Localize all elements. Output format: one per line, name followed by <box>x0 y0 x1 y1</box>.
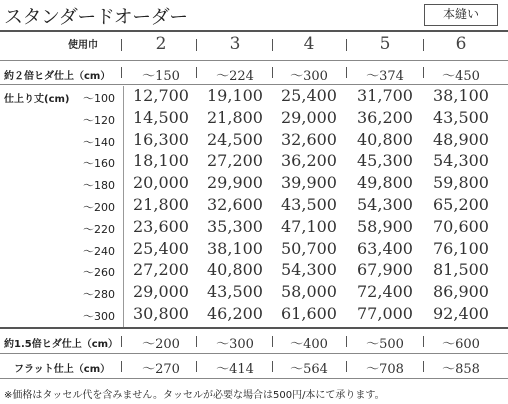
column-separator <box>196 67 197 78</box>
price-cell-5: 48,900 <box>433 130 489 149</box>
price-cell-5: 70,600 <box>433 217 489 236</box>
column-separator <box>121 67 122 78</box>
price-cell-4: 31,700 <box>357 86 413 105</box>
fold-2x-cell-4: ～374 <box>366 69 404 84</box>
flat-cell-2: ～414 <box>216 362 254 377</box>
table-top-rule <box>0 30 508 32</box>
column-separator <box>423 361 424 372</box>
price-cell-3: 32,600 <box>281 130 337 149</box>
price-cell-5: 65,200 <box>433 195 489 214</box>
fold-2x-cell-2: ～224 <box>216 69 254 84</box>
price-cell-2: 27,200 <box>207 151 263 170</box>
fold-2x-cell-3: ～300 <box>290 69 328 84</box>
price-cell-2: 43,500 <box>207 282 263 301</box>
price-cell-4: 77,000 <box>357 304 413 323</box>
finished-height-label: 仕上り丈(cm) <box>4 94 70 105</box>
price-cell-4: 67,900 <box>357 260 413 279</box>
price-cell-2: 19,100 <box>207 86 263 105</box>
price-cell-1: 16,300 <box>133 130 189 149</box>
price-cell-1: 25,400 <box>133 239 189 258</box>
fold-15x-cell-5: ～600 <box>442 337 480 352</box>
width-header-cell-4: 5 <box>379 34 391 54</box>
price-cell-2: 21,800 <box>207 108 263 127</box>
column-separator <box>423 39 424 51</box>
column-separator <box>272 39 273 51</box>
price-cell-4: 45,300 <box>357 151 413 170</box>
price-cell-4: 36,200 <box>357 108 413 127</box>
fold-2x-cell-1: ～150 <box>142 69 180 84</box>
price-cell-5: 59,800 <box>433 173 489 192</box>
flat-cell-3: ～564 <box>290 362 328 377</box>
price-cell-1: 30,800 <box>133 304 189 323</box>
price-cell-3: 58,000 <box>281 282 337 301</box>
price-cell-3: 39,900 <box>281 173 337 192</box>
height-range-label: ～200 <box>83 201 115 214</box>
width-header-cell-2: 3 <box>229 34 241 54</box>
fold-2x-cell-5: ～450 <box>442 69 480 84</box>
fold-2x-rule <box>0 84 508 85</box>
price-cell-1: 14,500 <box>133 108 189 127</box>
flat-label: フラット仕上（cm） <box>14 364 111 375</box>
fold-15x-cell-3: ～400 <box>290 337 328 352</box>
price-cell-5: 92,400 <box>433 304 489 323</box>
price-cell-1: 18,100 <box>133 151 189 170</box>
price-cell-4: 63,400 <box>357 239 413 258</box>
price-cell-3: 29,000 <box>281 108 337 127</box>
price-cell-3: 47,100 <box>281 217 337 236</box>
price-cell-2: 40,800 <box>207 260 263 279</box>
price-cell-2: 32,600 <box>207 195 263 214</box>
price-cell-1: 21,800 <box>133 195 189 214</box>
fold-2x-label: 約２倍ヒダ仕上（cm） <box>4 71 111 82</box>
price-cell-2: 29,900 <box>207 173 263 192</box>
price-cell-1: 29,000 <box>133 282 189 301</box>
header-rule <box>0 60 508 61</box>
height-range-label: ～120 <box>83 114 115 127</box>
price-cell-4: 54,300 <box>357 195 413 214</box>
width-header-cell-5: 6 <box>455 34 467 54</box>
column-separator <box>121 39 122 51</box>
column-separator <box>272 336 273 347</box>
width-header-label: 使用巾 <box>68 40 98 51</box>
height-range-label: ～100 <box>83 92 115 105</box>
price-cell-2: 38,100 <box>207 239 263 258</box>
price-cell-5: 43,500 <box>433 108 489 127</box>
table-bottom-rule <box>0 378 508 379</box>
price-cell-2: 46,200 <box>207 304 263 323</box>
sewing-type-badge: 本縫い <box>424 4 498 26</box>
price-cell-1: 27,200 <box>133 260 189 279</box>
price-cell-5: 76,100 <box>433 239 489 258</box>
height-range-label: ～140 <box>83 136 115 149</box>
price-cell-1: 12,700 <box>133 86 189 105</box>
width-header-cell-3: 4 <box>303 34 315 54</box>
price-cell-3: 54,300 <box>281 260 337 279</box>
flat-cell-5: ～858 <box>442 362 480 377</box>
price-cell-1: 23,600 <box>133 217 189 236</box>
column-separator <box>272 361 273 372</box>
price-cell-5: 38,100 <box>433 86 489 105</box>
footnote: ※価格はタッセル代を含みません。タッセルが必要な場合は500円/本にて承ります。 <box>4 390 385 401</box>
price-cell-4: 40,800 <box>357 130 413 149</box>
price-cell-2: 24,500 <box>207 130 263 149</box>
fold-15x-rule <box>0 353 508 354</box>
price-cell-4: 58,900 <box>357 217 413 236</box>
height-range-label: ～180 <box>83 179 115 192</box>
width-header-cell-1: 2 <box>155 34 167 54</box>
fold-15x-cell-2: ～300 <box>216 337 254 352</box>
column-separator <box>346 361 347 372</box>
column-separator <box>196 336 197 347</box>
price-cell-5: 81,500 <box>433 260 489 279</box>
price-cell-5: 86,900 <box>433 282 489 301</box>
column-separator <box>121 336 122 347</box>
column-separator <box>423 67 424 78</box>
flat-cell-4: ～708 <box>366 362 404 377</box>
column-separator <box>196 39 197 51</box>
height-range-label: ～160 <box>83 157 115 170</box>
column-separator <box>346 67 347 78</box>
height-range-label: ～220 <box>83 223 115 236</box>
price-bottom-rule <box>0 327 508 329</box>
fold-15x-label: 約1.5倍ヒダ仕上（cm） <box>4 339 119 350</box>
price-cell-3: 61,600 <box>281 304 337 323</box>
column-separator <box>346 336 347 347</box>
fold-15x-cell-1: ～200 <box>142 337 180 352</box>
price-cell-3: 36,200 <box>281 151 337 170</box>
column-separator <box>272 67 273 78</box>
column-separator <box>423 336 424 347</box>
column-separator <box>346 39 347 51</box>
price-cell-3: 25,400 <box>281 86 337 105</box>
price-cell-4: 49,800 <box>357 173 413 192</box>
column-separator <box>196 361 197 372</box>
height-range-label: ～280 <box>83 288 115 301</box>
height-range-label: ～240 <box>83 245 115 258</box>
flat-cell-1: ～270 <box>142 362 180 377</box>
column-separator <box>121 361 122 372</box>
price-cell-4: 72,400 <box>357 282 413 301</box>
price-cell-1: 20,000 <box>133 173 189 192</box>
price-cell-2: 35,300 <box>207 217 263 236</box>
price-cell-3: 43,500 <box>281 195 337 214</box>
page-title: スタンダードオーダー <box>4 6 188 28</box>
price-cell-3: 50,700 <box>281 239 337 258</box>
height-range-label: ～260 <box>83 266 115 279</box>
price-cell-5: 54,300 <box>433 151 489 170</box>
height-range-label: ～300 <box>83 310 115 323</box>
fold-15x-cell-4: ～500 <box>366 337 404 352</box>
